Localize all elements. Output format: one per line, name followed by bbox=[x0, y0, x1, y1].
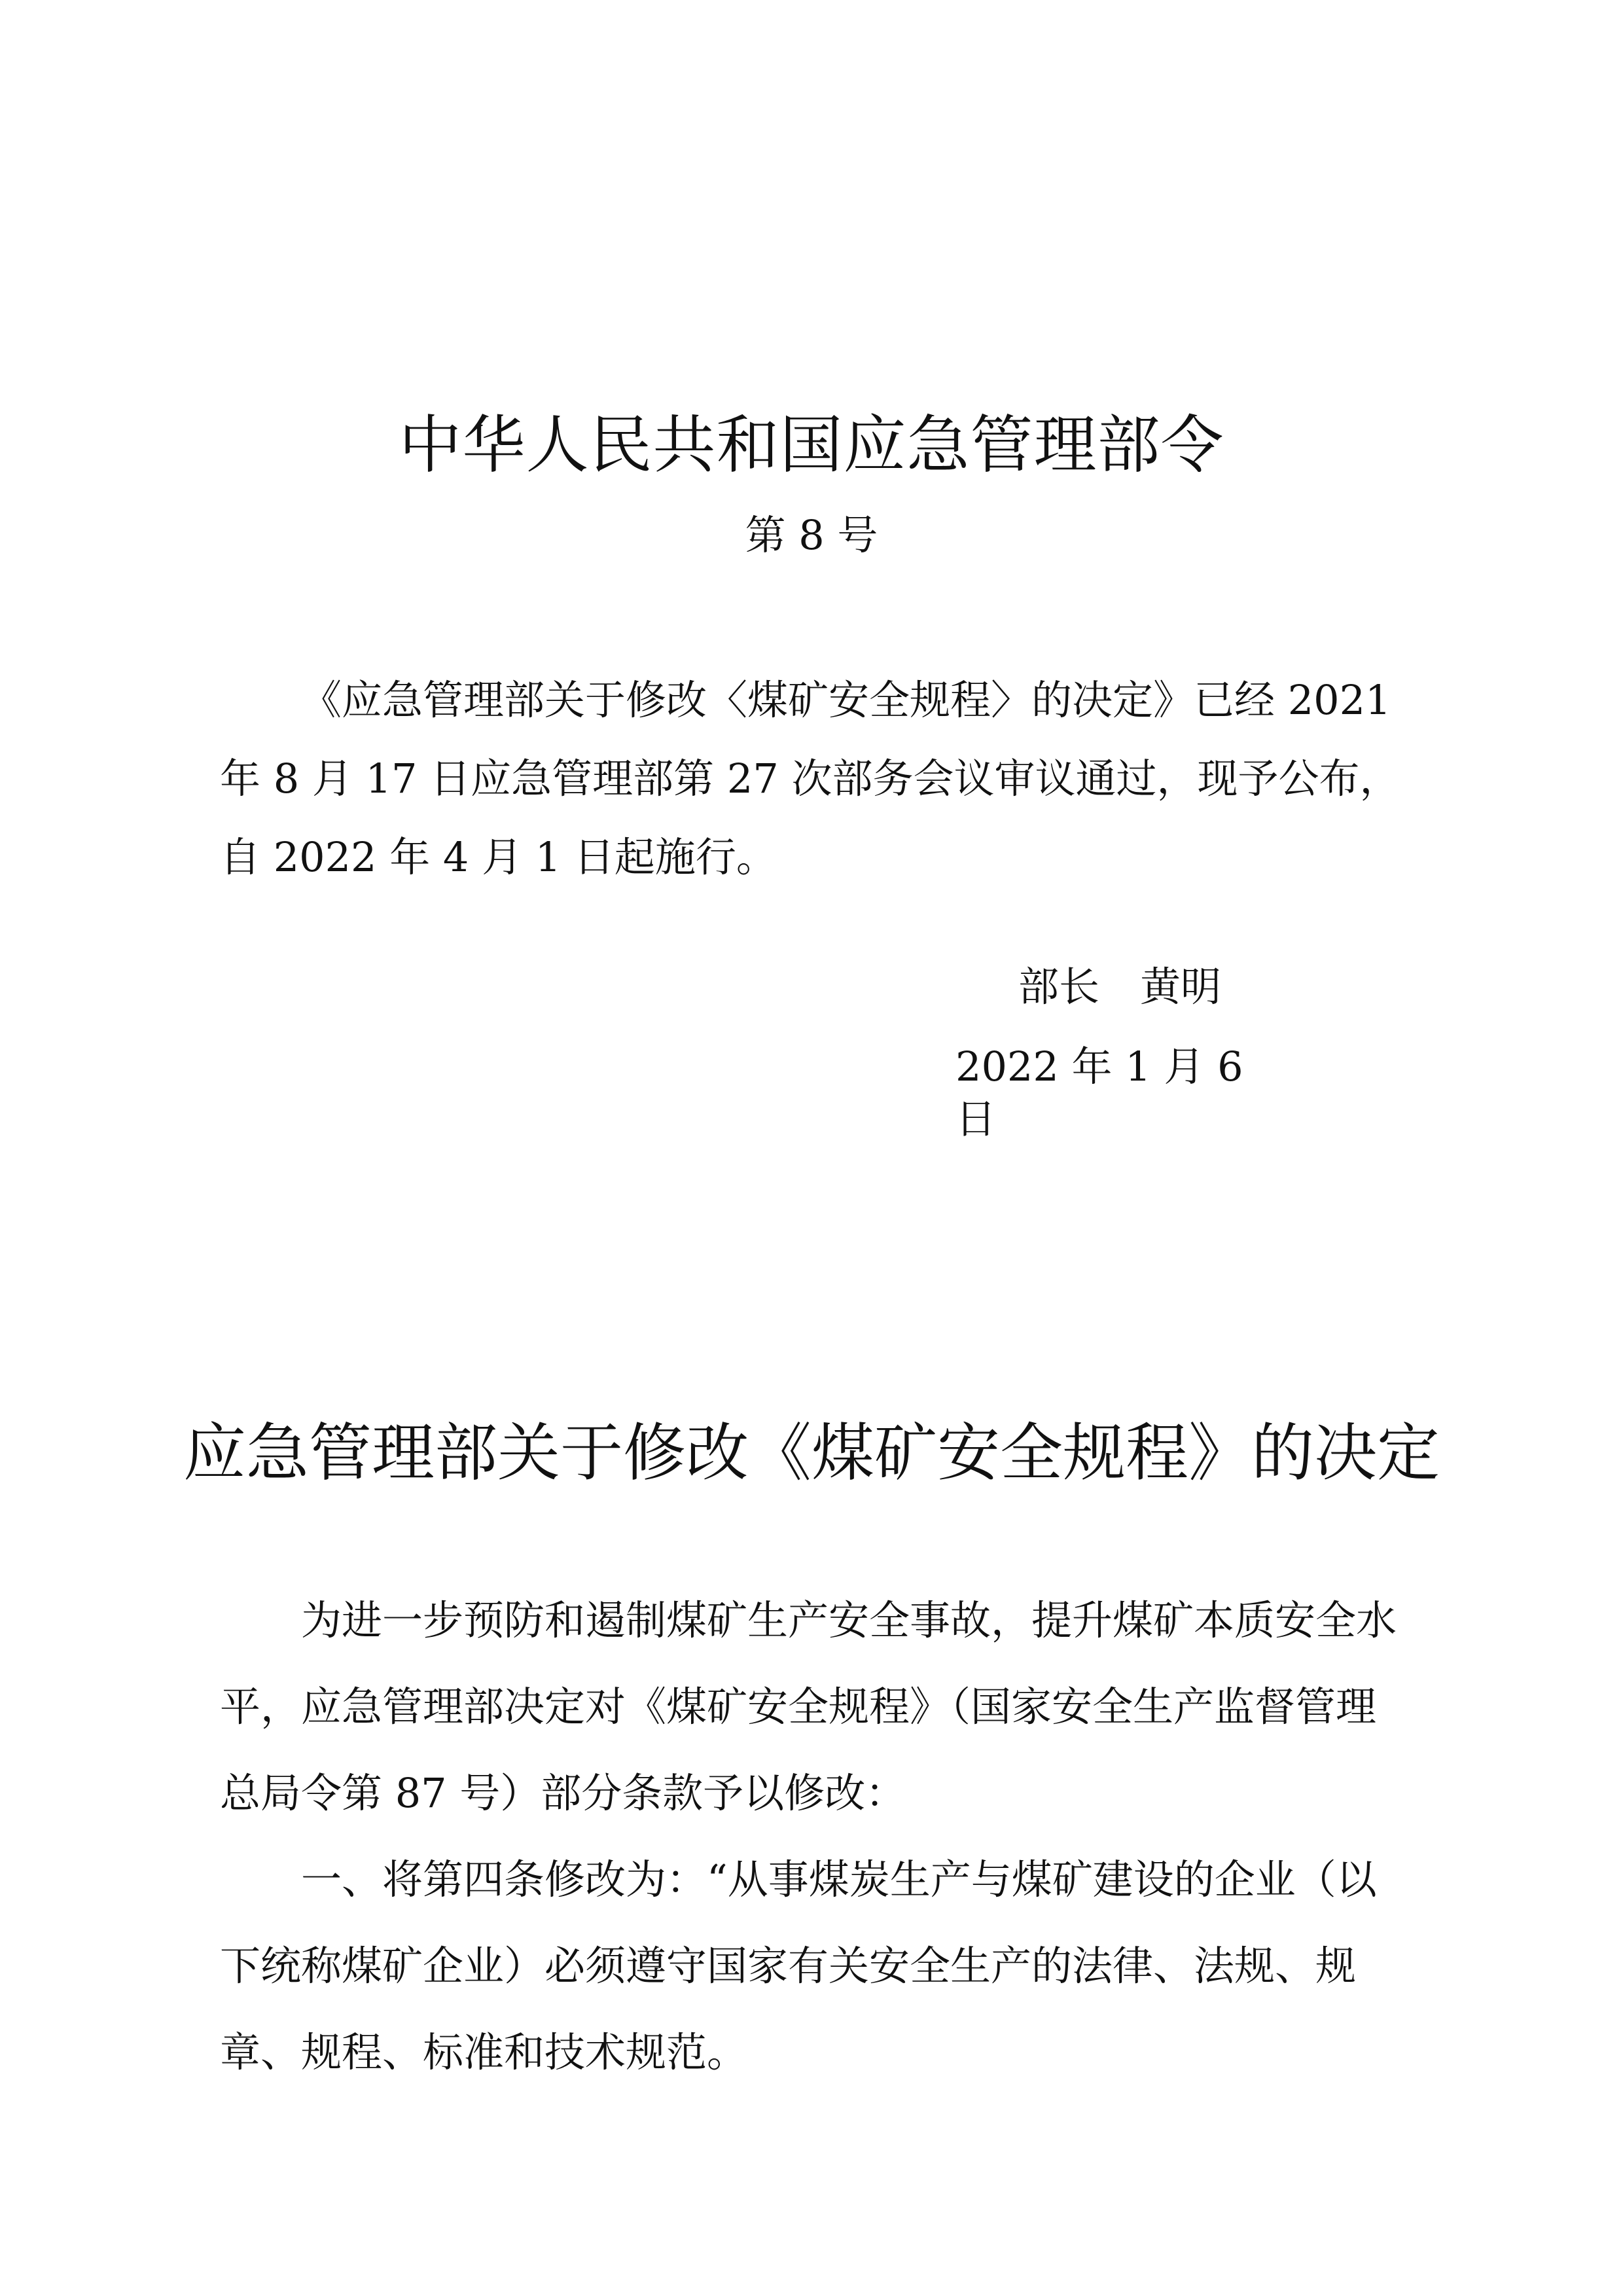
sign-date: 2022 年 1 月 6 日 bbox=[955, 1043, 1243, 1143]
decision-title: 应急管理部关于修改《煤矿安全规程》的决定 bbox=[183, 1416, 1440, 1490]
order-body: 《应急管理部关于修改〈煤矿安全规程〉的决定》已经 2021 年 8 月 17 日应急管理部第 27 次部务会议审议通过，现予公布，自 2022 年 4 月 1 日起施行。 bbox=[220, 676, 1400, 881]
decision-paragraph: 一、将第四条修改为：“从事煤炭生产与煤矿建设的企业（以下统称煤矿企业）必须遵守国家有关安全生产的法律、法规、规章、规程、标准和技术规范。 bbox=[220, 1856, 1377, 2076]
decision-paragraph: 为进一步预防和遏制煤矿生产安全事故，提升煤矿本质安全水平，应急管理部决定对《煤矿安全规程》（国家安全生产监督管理总局令第 87 号）部分条款予以修改： bbox=[220, 1596, 1397, 1817]
order-title: 中华人民共和国应急管理部令 bbox=[399, 408, 1224, 482]
order-number: 第 8 号 bbox=[745, 511, 878, 559]
signature: 部长 黄明 bbox=[1018, 963, 1222, 1011]
decision-body bbox=[220, 1577, 1404, 2096]
